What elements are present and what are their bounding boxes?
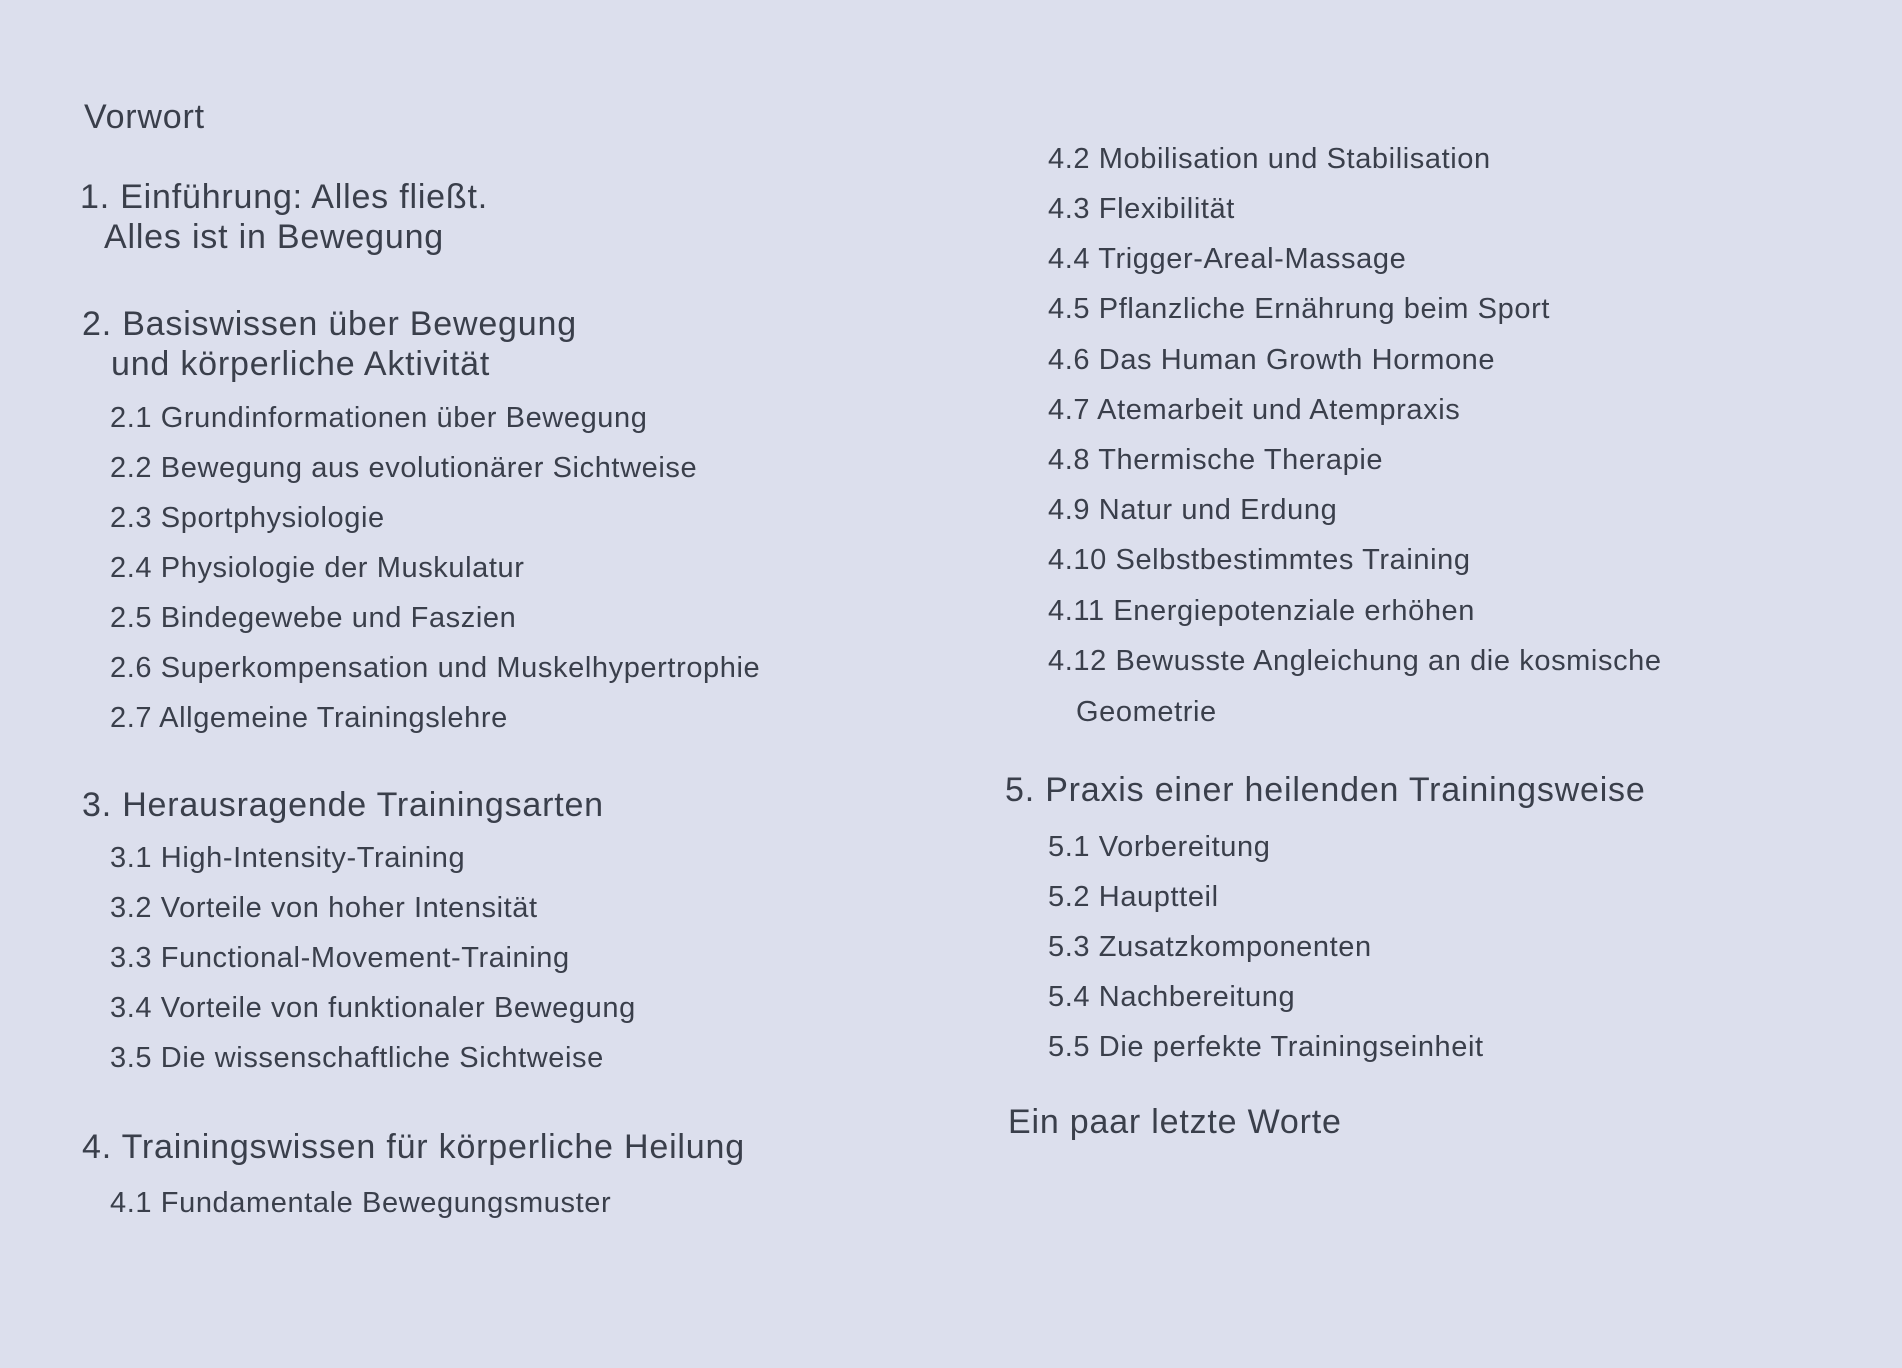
toc-preface: Vorwort bbox=[84, 98, 205, 136]
toc-item-3-4: 3.4 Vorteile von funktionaler Bewegung bbox=[110, 992, 636, 1024]
toc-item-4-12-continuation: Geometrie bbox=[1076, 696, 1217, 728]
toc-chapter-2-title-line1: 2. Basiswissen über Bewegung bbox=[82, 305, 577, 343]
toc-item-2-5: 2.5 Bindegewebe und Faszien bbox=[110, 602, 517, 634]
toc-item-5-1: 5.1 Vorbereitung bbox=[1048, 831, 1271, 863]
toc-item-5-2: 5.2 Hauptteil bbox=[1048, 881, 1219, 913]
toc-item-2-7: 2.7 Allgemeine Trainingslehre bbox=[110, 702, 508, 734]
toc-item-4-9: 4.9 Natur und Erdung bbox=[1048, 494, 1338, 526]
toc-item-3-2: 3.2 Vorteile von hoher Intensität bbox=[110, 892, 538, 924]
toc-chapter-1-title-line2: Alles ist in Bewegung bbox=[104, 218, 444, 256]
toc-chapter-1-title-line1: 1. Einführung: Alles fließt. bbox=[80, 178, 488, 216]
toc-chapter-2-title-line2: und körperliche Aktivität bbox=[111, 345, 491, 383]
toc-item-2-2: 2.2 Bewegung aus evolutionärer Sichtweise bbox=[110, 452, 698, 484]
toc-item-4-12: 4.12 Bewusste Angleichung an die kosmische bbox=[1048, 645, 1662, 677]
toc-chapter-3-title: 3. Herausragende Trainingsarten bbox=[82, 786, 604, 824]
toc-closing: Ein paar letzte Worte bbox=[1008, 1103, 1342, 1141]
toc-item-4-5: 4.5 Pflanzliche Ernährung beim Sport bbox=[1048, 293, 1550, 325]
toc-chapter-5-title: 5. Praxis einer heilenden Trainingsweise bbox=[1005, 771, 1646, 809]
toc-item-2-3: 2.3 Sportphysiologie bbox=[110, 502, 385, 534]
toc-item-4-8: 4.8 Thermische Therapie bbox=[1048, 444, 1384, 476]
toc-item-4-3: 4.3 Flexibilität bbox=[1048, 193, 1235, 225]
toc-chapter-4-title: 4. Trainingswissen für körperliche Heilung bbox=[82, 1128, 745, 1166]
toc-item-4-2: 4.2 Mobilisation und Stabilisation bbox=[1048, 143, 1491, 175]
toc-item-4-11: 4.11 Energiepotenziale erhöhen bbox=[1048, 595, 1476, 627]
toc-item-3-5: 3.5 Die wissenschaftliche Sichtweise bbox=[110, 1042, 604, 1074]
toc-item-4-6: 4.6 Das Human Growth Hormone bbox=[1048, 344, 1496, 376]
toc-item-5-4: 5.4 Nachbereitung bbox=[1048, 981, 1296, 1013]
toc-item-2-1: 2.1 Grundinformationen über Bewegung bbox=[110, 402, 648, 434]
toc-item-2-4: 2.4 Physiologie der Muskulatur bbox=[110, 552, 525, 584]
toc-item-2-6: 2.6 Superkompensation und Muskelhypertrophie bbox=[110, 652, 761, 684]
toc-item-3-1: 3.1 High-Intensity-Training bbox=[110, 842, 466, 874]
toc-item-4-1: 4.1 Fundamentale Bewegungsmuster bbox=[110, 1187, 612, 1219]
toc-item-4-4: 4.4 Trigger-Areal-Massage bbox=[1048, 243, 1407, 275]
toc-item-3-3: 3.3 Functional-Movement-Training bbox=[110, 942, 570, 974]
toc-item-4-10: 4.10 Selbstbestimmtes Training bbox=[1048, 544, 1471, 576]
toc-item-4-7: 4.7 Atemarbeit und Atempraxis bbox=[1048, 394, 1461, 426]
toc-item-5-3: 5.3 Zusatzkomponenten bbox=[1048, 931, 1372, 963]
toc-item-5-5: 5.5 Die perfekte Trainingseinheit bbox=[1048, 1031, 1484, 1063]
